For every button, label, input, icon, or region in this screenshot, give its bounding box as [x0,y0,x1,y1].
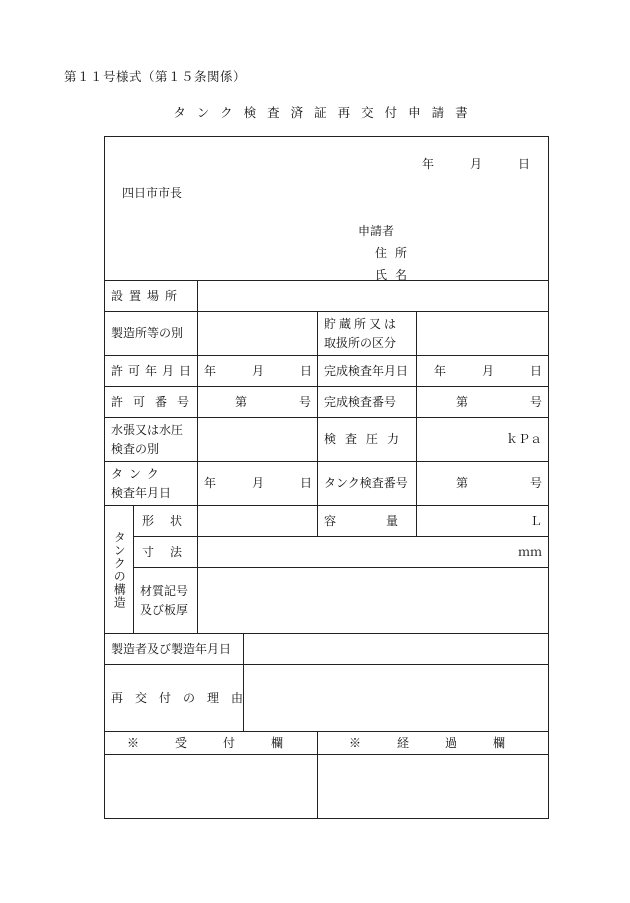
storage-class-field[interactable] [417,312,549,356]
tank-no-field[interactable] [417,462,549,506]
dimension-label: 寸法 [142,544,199,559]
reception-field[interactable] [105,755,318,819]
month-label: 月 [469,157,482,171]
test-pressure-label: 検査圧力 [324,432,409,447]
go-label: 号 [298,394,311,409]
test-type-line2: 検査の別 [111,441,160,456]
year-label: 年 [204,476,217,491]
storage-class-line2: 取扱所の区分 [324,335,397,350]
location-label-cell [105,281,198,312]
permit-no-label-cell [105,387,198,418]
completion-date-label: 完成検査年月日 [318,356,417,387]
tank-date-label [105,462,198,506]
test-type-line1: 水張又は水圧 [111,422,184,437]
tank-no-label: タンク検査番号 [318,462,417,506]
material-line2: 及び板厚 [140,602,189,617]
year-label: 年 [421,157,434,171]
permit-no-label: 許可番号 [111,394,200,409]
capacity-label-cell [318,506,449,537]
day-label: 日 [517,157,530,171]
progress-header [318,732,549,755]
reason-field[interactable] [244,665,549,732]
application-form [104,136,549,819]
application-date[interactable] [422,155,530,174]
location-field[interactable] [198,281,549,312]
page-title: タンク検査済証再交付申請書 [173,105,479,120]
reception-label: ※ 受 付 欄 [126,735,295,750]
maker-field[interactable] [244,634,549,665]
month-label: 月 [252,476,265,491]
capacity-unit: Ｌ [529,513,542,528]
capacity-label: 容量 [324,513,449,528]
year-label: 年 [204,363,217,378]
go-label: 号 [529,476,542,491]
storage-class-line1: 貯蔵所又は [324,316,400,331]
month-label: 月 [481,363,494,378]
dimension-label-cell [134,537,198,568]
name-label[interactable]: 氏名 [375,268,416,282]
form-number: 第１１号様式（第１５条関係） [64,69,247,84]
location-label: 設置場所 [111,288,184,303]
dimension-field[interactable] [198,537,549,568]
shape-label: 形状 [142,513,199,528]
structure-text: タンクの構造 [112,530,127,609]
shape-field[interactable] [198,506,318,537]
facility-type-field[interactable] [198,312,318,356]
reason-label: 再交付の理由 [111,690,256,705]
applicant-label: 申請者 [358,224,395,238]
progress-field[interactable] [318,755,549,819]
dai-label: 第 [455,394,468,409]
pressure-unit: ｋＰａ [505,432,542,447]
shape-label-cell [134,506,198,537]
test-pressure-field[interactable] [417,418,549,462]
day-label: 日 [300,476,313,491]
material-line1: 材質記号 [140,583,189,598]
completion-date-field[interactable] [417,356,549,387]
maker-label: 製造者及び製造年月日 [105,634,244,665]
go-label: 号 [529,394,542,409]
test-type-field[interactable] [198,418,318,462]
storage-class-label [318,312,417,356]
tank-date-line1: タンク [111,466,165,481]
tank-date-field[interactable] [198,462,318,506]
address-label[interactable]: 住所 [375,246,416,260]
permit-date-label: 許可年月日 [111,363,197,378]
permit-date-label-cell [105,356,198,387]
tank-date-line2: 検査年月日 [111,485,172,500]
completion-no-label: 完成検査番号 [318,387,417,418]
month-label: 月 [252,363,265,378]
completion-no-field[interactable] [417,387,549,418]
reception-header [105,732,318,755]
day-label: 日 [529,363,542,378]
structure-label [105,506,134,634]
material-field[interactable] [198,568,549,634]
permit-date-field[interactable] [198,356,318,387]
day-label: 日 [300,363,313,378]
dimension-unit: ｍｍ [517,544,542,559]
reason-label-cell [105,665,256,732]
facility-type-label: 製造所等の別 [105,312,198,356]
test-type-label [105,418,198,462]
permit-no-field[interactable] [198,387,318,418]
year-label: 年 [433,363,446,378]
material-label [134,568,198,634]
test-pressure-label-cell [318,418,417,462]
header-block [105,137,549,281]
dai-label: 第 [234,394,247,409]
dai-label: 第 [455,476,468,491]
progress-label: ※ 経 過 欄 [348,735,517,750]
addressee: 四日市市長 [122,186,183,200]
